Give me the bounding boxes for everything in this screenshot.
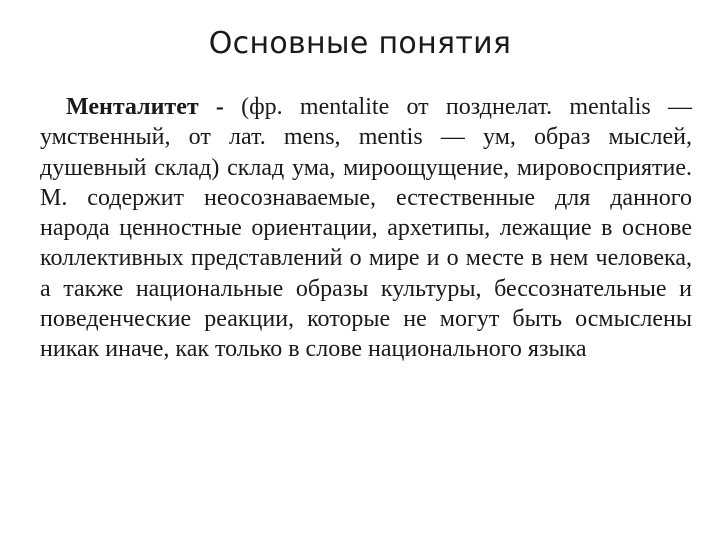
definition-text: (фр. mentalite от позднелат. mentalis — умственный, от лат. mens, mentis — ум, образ мыслей, душевный склад) склад ума, мироощущение, мировосприятие. М. содержит неосознаваемые, естественные для данного народа ценностные ориентации, архетипы, лежащие в основе коллективных представлений о мире и о месте в нем человека, а также национальные образы культуры, бессознательные и поведенческие реакции, которые не могут быть осмыслены никак иначе, как только в слове национального языка [40, 94, 692, 363]
slide-title: Основные понятия [208, 26, 512, 61]
term-label: Менталитет - [66, 94, 224, 120]
definition-paragraph [40, 92, 692, 365]
